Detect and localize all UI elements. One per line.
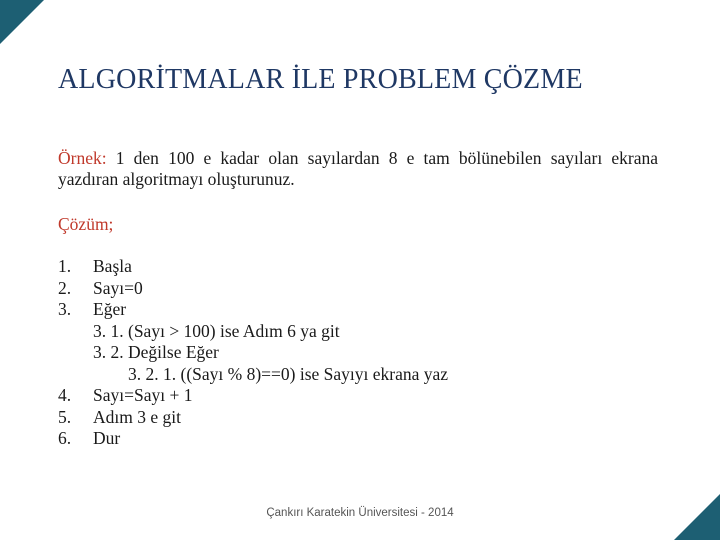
step-number: 4. <box>58 385 72 405</box>
step-text: Eğer <box>93 299 127 319</box>
step-text: Adım 3 e git <box>93 406 181 427</box>
example-text: 1 den 100 e kadar olan sayılardan 8 e tam bölünebilen sayıları ekrana yazdıran algoritmayı oluşturunuz. <box>58 148 658 189</box>
step-item <box>58 407 658 429</box>
corner-decoration-top-left <box>0 0 44 44</box>
step-item <box>58 256 658 278</box>
slide-footer: Çankırı Karatekin Üniversitesi - 2014 <box>266 507 454 519</box>
sub-sub-step-item: 3. 2. 1. ((Sayı % 8)==0) ise Sayıyı ekrana yaz <box>128 363 449 384</box>
example-paragraph <box>58 148 658 190</box>
step-number: 6. <box>58 428 72 448</box>
step-number: 3. <box>58 299 72 319</box>
example-label: Örnek: <box>58 148 107 168</box>
sub-step-item: 3. 1. (Sayı > 100) ise Adım 6 ya git <box>93 320 340 341</box>
slide-title: ALGORİTMALAR İLE PROBLEM ÇÖZME <box>58 64 583 95</box>
step-number: 5. <box>58 406 72 427</box>
step-number: 2. <box>58 277 72 298</box>
step-text: Başla <box>93 256 132 276</box>
step-text: Sayı=Sayı + 1 <box>93 385 193 405</box>
step-item <box>58 299 658 321</box>
algorithm-steps <box>58 256 658 450</box>
step-item <box>58 428 658 450</box>
sub-step-item: 3. 2. Değilse Eğer <box>93 342 219 362</box>
step-text: Sayı=0 <box>93 277 143 298</box>
step-number: 1. <box>58 256 72 276</box>
step-text: Dur <box>93 428 121 448</box>
step-item <box>58 278 658 300</box>
solution-label: Çözüm; <box>58 214 114 234</box>
step-item <box>58 385 658 407</box>
